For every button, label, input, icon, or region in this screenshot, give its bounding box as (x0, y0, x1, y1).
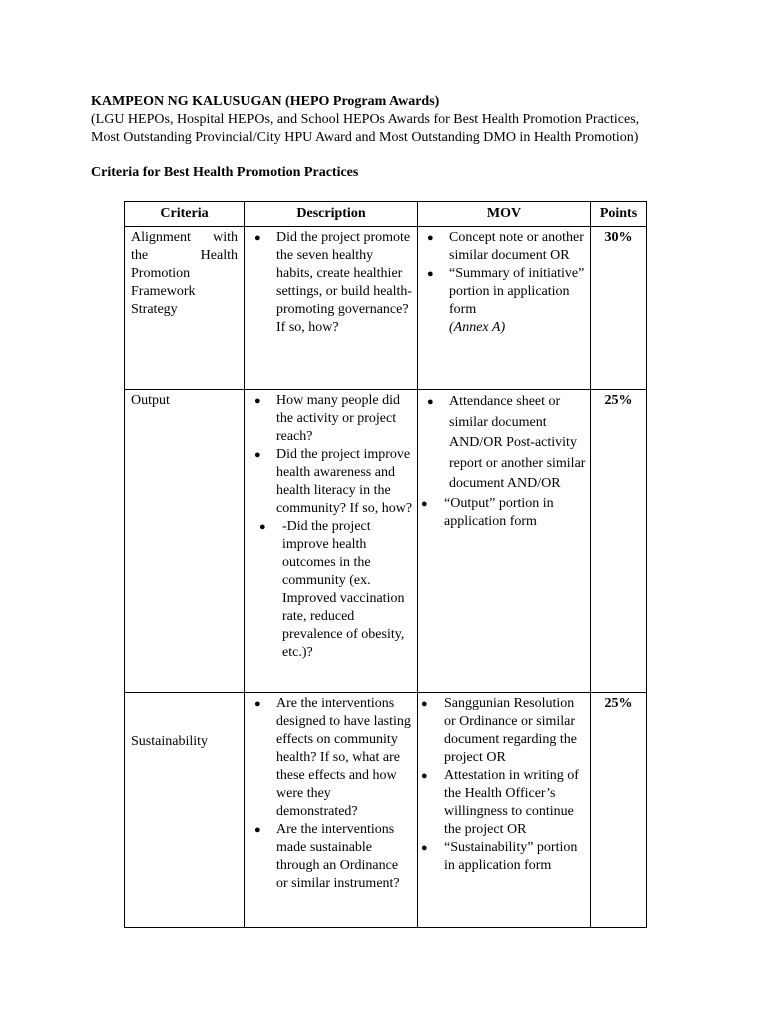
criteria-line (131, 229, 238, 247)
subtitle-line-1: (LGU HEPOs, Hospital HEPOs, and School HEPOs Awards for Best Health Promotion Practices, (91, 112, 640, 127)
section-heading: Criteria for Best Health Promotion Practices (91, 165, 359, 180)
points-cell (591, 390, 647, 693)
criteria-cell (125, 693, 245, 928)
points-value: 30% (604, 230, 633, 245)
points-value: 25% (604, 696, 633, 711)
mov-item-text: “Summary of initiative” portion in application form (449, 266, 585, 317)
criteria-alignment (131, 229, 238, 319)
table-header-row (125, 202, 647, 227)
table-row (125, 390, 647, 693)
description-cell (245, 227, 418, 390)
mov-list (418, 227, 590, 337)
description-cell (245, 390, 418, 693)
mov-item: ● “Sustainability” portion in application form (418, 839, 586, 875)
mov-cell (418, 227, 591, 390)
table-row (125, 227, 647, 390)
document-subtitle (91, 111, 711, 147)
description-item: ● Are the interventions made sustainable through an Ordinance or similar instrument? (245, 821, 413, 893)
header-points: Points (591, 202, 647, 227)
criteria-table (124, 201, 647, 928)
criteria-word: Strategy (131, 302, 178, 317)
description-list (245, 693, 417, 893)
criteria-word: with (213, 230, 238, 245)
header-description: Description (245, 202, 418, 227)
criteria-line (131, 265, 238, 283)
points-cell (591, 227, 647, 390)
criteria-word: Promotion (131, 266, 191, 281)
mov-item (418, 265, 586, 337)
criteria-word: Health (200, 248, 238, 263)
criteria-word: Framework (131, 284, 196, 299)
mov-item: ● Concept note or another similar document OR (418, 229, 586, 265)
points-value: 25% (604, 393, 633, 408)
description-item: ● Are the interventions designed to have lasting effects on community health? If so, what are these effects and how were they demonstrated? (245, 695, 413, 821)
criteria-cell (125, 227, 245, 390)
criteria-sustainability: Sustainability (131, 734, 208, 749)
description-cell (245, 693, 418, 928)
description-item: ● Did the project promote the seven healthy habits, create healthier settings, or build health-promoting governance? If so, how? (245, 229, 413, 337)
mov-cell (418, 693, 591, 928)
mov-cell (418, 390, 591, 693)
criteria-line (131, 301, 238, 319)
description-item: ● -Did the project improve health outcomes in the community (ex. Improved vaccination rate, reduced prevalence of obesity, etc.)? (245, 518, 413, 662)
description-list (245, 390, 417, 662)
header-mov: MOV (418, 202, 591, 227)
criteria-word: the (131, 248, 149, 263)
mov-list (418, 390, 590, 531)
subtitle-line-2: Most Outstanding Provincial/City HPU Award and Most Outstanding DMO in Health Promotion) (91, 130, 639, 145)
mov-item: ● “Output” portion in application form (418, 495, 586, 531)
table-row (125, 693, 647, 928)
criteria-line (131, 247, 238, 265)
mov-item: ● Attendance sheet or similar document AND/OR Post-activity report or another similar document AND/OR (418, 392, 586, 495)
points-cell (591, 693, 647, 928)
criteria-word: Alignment (131, 230, 191, 245)
description-item: ● Did the project improve health awareness and health literacy in the community? If so, how? (245, 446, 413, 518)
description-list (245, 227, 417, 337)
mov-annex-note: (Annex A) (449, 320, 506, 335)
header-criteria: Criteria (125, 202, 245, 227)
mov-item: ● Sanggunian Resolution or Ordinance or similar document regarding the project OR (418, 695, 586, 767)
criteria-cell (125, 390, 245, 693)
criteria-line (131, 283, 238, 301)
mov-item: ● Attestation in writing of the Health Officer’s willingness to continue the project OR (418, 767, 586, 839)
criteria-output: Output (131, 393, 170, 408)
document-title: KAMPEON NG KALUSUGAN (HEPO Program Awards) (91, 94, 440, 109)
mov-list (418, 693, 590, 875)
description-item: ● How many people did the activity or project reach? (245, 392, 413, 446)
